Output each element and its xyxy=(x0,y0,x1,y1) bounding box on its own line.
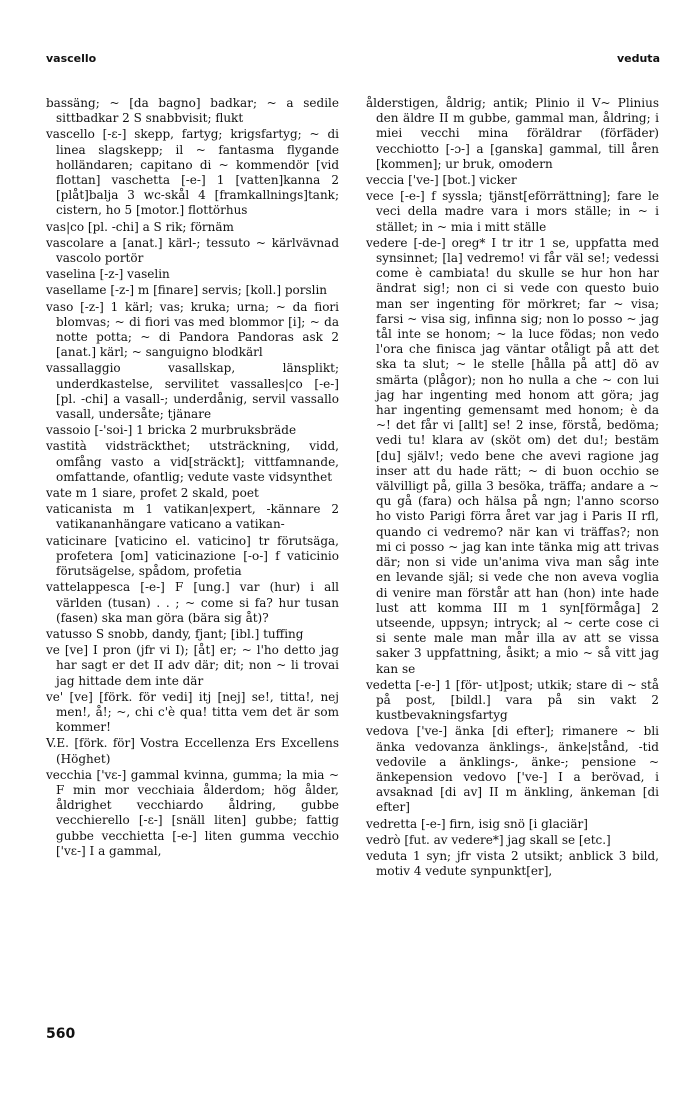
page-number: 560 xyxy=(46,1026,76,1042)
dictionary-entry: veduta 1 syn; jfr vista 2 utsikt; anblick 3 bild, motiv 4 vedute synpunkt[er], xyxy=(366,848,659,879)
dictionary-entry: ve [ve] I pron (jfr vi I); [åt] er; ~ l'ho detto jag har sagt er det II adv där; dit; non ~ li trovai jag hittade dem inte där xyxy=(46,643,339,688)
dictionary-entry: vascolare a [anat.] kärl-; tessuto ~ kärlvävnad vascolo portör xyxy=(46,235,339,266)
dictionary-entry: vedetta [-e-] 1 [för- ut]post; utkik; stare di ~ stå på post, [bildl.] vara på sin vakt 2 kustbevakningsfartyg xyxy=(366,677,659,723)
dictionary-entry: vatusso S snobb, dandy, fjant; [ibl.] tuffing xyxy=(46,626,304,641)
dictionary-entry: vassallaggio vasallskap, länsplikt; underdkastelse, servilitet vassalles|co [-e-] [pl. -chi] a vasall-; underdånig, servil vassallo vasall, undersåte; tjänare xyxy=(46,361,339,422)
dictionary-entry: vedova ['ve-] änka [di efter]; rimanere ~ bli änka vedovanza änklings-, änke|stånd, -tid vedovile a änklings-, änke-; pensione ~ änkepension vedovo ['ve-] I a berövad, i avsaknad [di av] II m änkling, änkeman [di efter] xyxy=(366,724,659,815)
right-column xyxy=(366,96,659,880)
dictionary-entry: vascello [-ɛ-] skepp, fartyg; krigsfartyg; ~ di linea slagskepp; il ~ fantasma flygande holländaren; capitano di ~ kommendör [vid flottan] vaschetta [-e-] 1 [vatten]kanna 2 [plåt]balja 3 wc-skål 4 [framkallnings]tank; cistern, ho 5 [motor.] flottörhus xyxy=(46,127,339,218)
dictionary-entry: vattelappesca [-e-] F [ung.] var (hur) i all världen (tusan) . . ; ~ come si fa? hur tusan (fasen) ska man göra (bära sig åt)? xyxy=(46,580,339,625)
dictionary-entry: vedrò [fut. av vedere*] jag skall se [etc.] xyxy=(366,832,611,847)
running-head-left: vascello xyxy=(46,52,97,65)
dictionary-entry: vece [-e-] f syssla; tjänst[eförrättning]; fare le veci della madre vara i mors ställe; in ~ i stället; in ~ mia i mitt ställe xyxy=(366,189,659,234)
dictionary-entry: vaticinare [vaticino el. vaticino] tr förutsäga, profetera [om] vaticinazione [-o-] f vaticinio förutsägelse, spådom, profetia xyxy=(46,533,339,579)
dictionary-entry: vedretta [-e-] firn, isig snö [i glaciär] xyxy=(366,816,588,831)
left-column xyxy=(46,96,339,860)
running-head-right: veduta xyxy=(616,52,660,65)
dictionary-entry: vasellame [-z-] m [finare] servis; [koll.] porslin xyxy=(46,283,328,298)
dictionary-entry: vaso [-z-] 1 kärl; vas; kruka; urna; ~ da fiori blomvas; ~ di fiori vas med blommor [i]; ~ da notte potta; ~ di Pandora Pandoras ask 2 [anat.] kärl; ~ sanguigno blodkärl xyxy=(46,299,339,360)
dictionary-entry: V.E. [förk. för] Vostra Eccellenza Ers Excellens (Höghet) xyxy=(46,736,339,766)
dictionary-entry: ve' [ve] [förk. för vedi] itj [nej] se!, titta!, nej men!, å!; ~, chi c'è qua! titta vem det är som kommer! xyxy=(46,689,339,735)
dictionary-entry: vaselina [-z-] vaselin xyxy=(46,267,170,282)
dictionary-entry: vedere [-de-] oreg* I tr itr 1 se, uppfatta med synsinnet; [la] vedremo! vi får väl se!; vedessi come è cambiata! du skulle se hur hon har ändrat sig!; non ci si vede con questo buio man ser ingenting för mörkret; far ~ visa; farsi ~ visa sig, infinna sig; non lo posso ~ jag tål inte se honom; ~ la luce födas; non vedo l'ora che finisca jag väntar otåligt på att det ska ta slut; ~ le stelle [hålla på att] dö av smärta (plågor); non ho nulla a che ~ con lui jag har ingenting med honom att göra; jag har ingenting gemensamt med honom; è da ~! det får vi [allt] se! 2 inse, förstå, bedöma; vedi tu! klara av (sköt om) det du!; bestäm [du] själv!; vedo bene che avevi ragione jag inser att du hade rätt; ~ di buon occhio se välvilligt på, gilla 3 besöka, träffa; andare a ~ qu gå (fara) och hälsa på ngn; l'anno scorso ho visto Parigi förra året var jag i Paris II rfl, quando ci vedremo? när kan vi träffas?; non mi ci posso ~ jag kan inte tänka mig att trivas där; non si vide un'anima viva man såg inte en levande själ; si vede che non aveva voglia di venire man förstår att han (hon) inte hade lust att komma III m 1 syn[förmåga] 2 utseende, uppsyn; intryck; al ~ certe cose ci si sente male man mår illa av att se vissa saker 3 uppfattning, åsikt; a mio ~ så vitt jag kan se xyxy=(366,235,659,676)
dictionary-entry: ålderstigen, åldrig; antik; Plinio il V~ Plinius den äldre II m gubbe, gammal man, åldring; i miei vecchi mina föräldrar (förfäder) vecchiotto [-ɔ-] a [ganska] gammal, till åren [kommen]; ur bruk, omodern xyxy=(366,96,659,171)
dictionary-entry: bassäng; ~ [da bagno] badkar; ~ a sedile sittbadkar 2 S snabbvisit; flukt xyxy=(46,96,339,126)
dictionary-entry: vecchia ['vɛ-] gammal kvinna, gumma; la mia ~ F min mor vecchiaia ålderdom; hög ålder, åldrighet vecchiardo åldring, gubbe vecchierello [-ɛ-] [snäll liten] gubbe; fattig gubbe vecchietta [-e-] liten gumma vecchio ['vɛ-] I a gammal, xyxy=(46,767,339,858)
dictionary-entry: vaticanista m 1 vatikan|expert, -kännare 2 vatikananhängare vaticano a vatikan- xyxy=(46,502,339,532)
dictionary-entry: vassoio [-'soi-] 1 bricka 2 murbruksbräde xyxy=(46,423,297,438)
dictionary-entry: vate m 1 siare, profet 2 skald, poet xyxy=(46,486,259,501)
dictionary-entry: vas|co [pl. -chi] a S rik; förnäm xyxy=(46,219,234,234)
dictionary-entry: veccia ['ve-] [bot.] vicker xyxy=(366,173,517,188)
dictionary-entry: vastità vidsträckthet; utsträckning, vidd, omfång vasto a vid[sträckt]; vittfamnande, omfattande, ofantlig; vedute vaste vidsynthet xyxy=(46,439,339,484)
